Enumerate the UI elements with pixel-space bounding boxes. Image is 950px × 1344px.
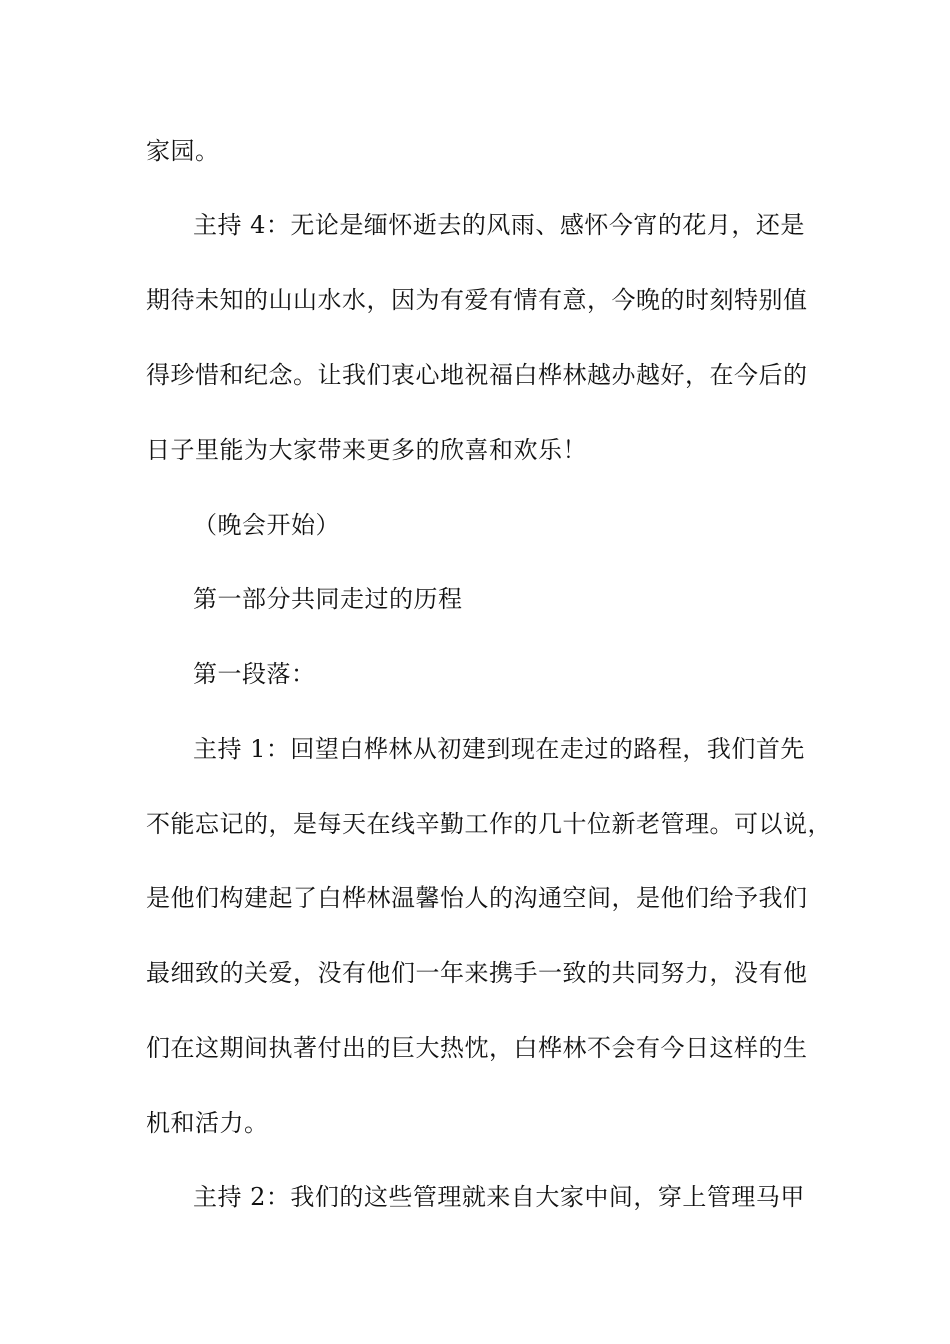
- text-line: 们在这期间执著付出的巨大热忱，白桦林不会有今日这样的生: [146, 1034, 808, 1062]
- text-line: 最细致的关爱，没有他们一年来携手一致的共同努力，没有他: [146, 959, 808, 987]
- section-heading: 第一部分共同走过的历程: [193, 585, 463, 613]
- paragraph-line: 主持 4：无论是缅怀逝去的风雨、感怀今宵的花月，还是: [193, 211, 805, 239]
- paragraph-line: 主持 2：我们的这些管理就来自大家中间，穿上管理马甲: [193, 1183, 805, 1211]
- text-line: 得珍惜和纪念。让我们衷心地祝福白桦林越办越好，在今后的: [146, 361, 808, 389]
- text-line: 日子里能为大家带来更多的欣喜和欢乐！: [146, 436, 587, 464]
- text-line: 家园。: [146, 137, 220, 165]
- text-line: 机和活力。: [146, 1109, 269, 1137]
- text-line: 是他们构建起了白桦林温馨怡人的沟通空间，是他们给予我们: [146, 884, 808, 912]
- stage-direction: （晚会开始）: [193, 511, 340, 539]
- subsection-heading: 第一段落：: [193, 660, 316, 688]
- text-line: 期待未知的山山水水，因为有爱有情有意，今晚的时刻特别值: [146, 286, 808, 314]
- text-line: 不能忘记的，是每天在线辛勤工作的几十位新老管理。可以说，: [146, 810, 832, 838]
- paragraph-line: 主持 1：回望白桦林从初建到现在走过的路程，我们首先: [193, 735, 805, 763]
